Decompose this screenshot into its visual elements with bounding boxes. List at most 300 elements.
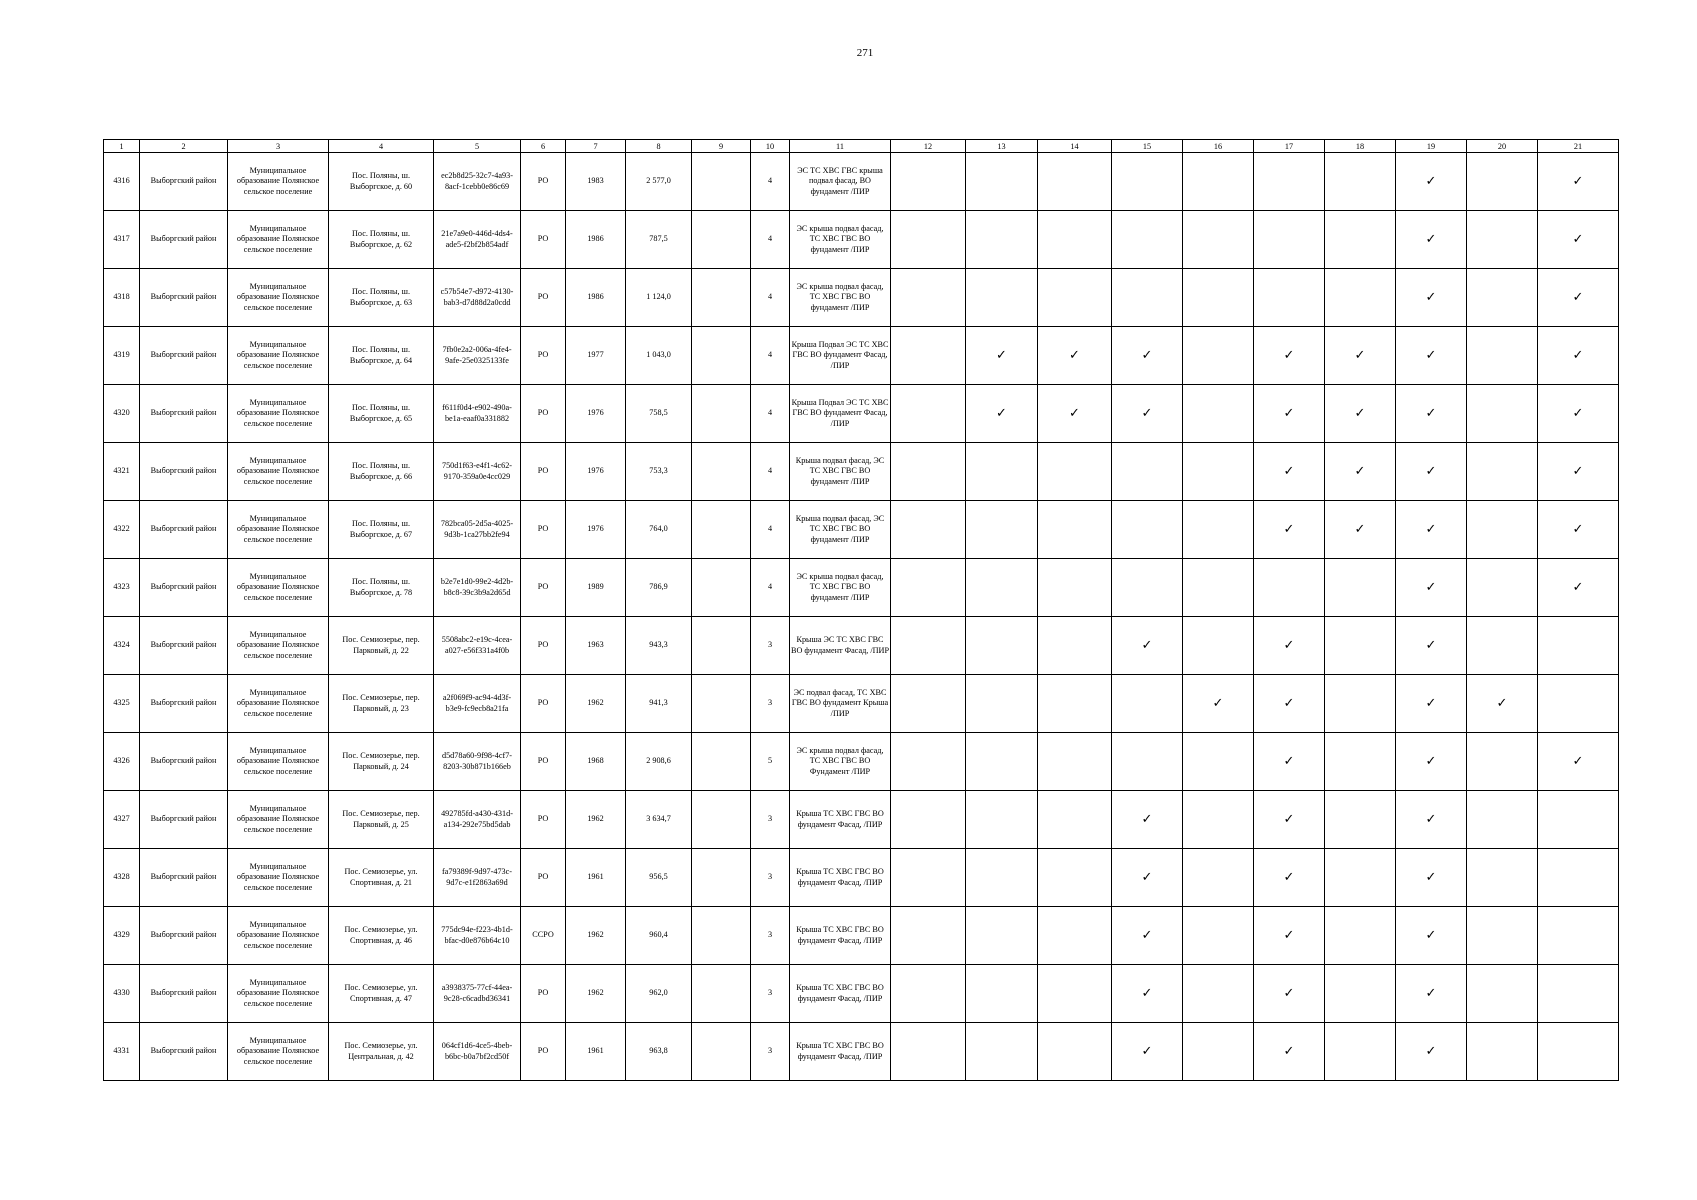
column-15-cell [1112, 269, 1183, 327]
column-20-cell [1467, 559, 1538, 617]
column-15-cell [1112, 1023, 1183, 1081]
fund-type-cell: ССРО [521, 907, 566, 965]
check-mark-icon: ✓ [1141, 811, 1153, 827]
column-13-cell [966, 849, 1038, 907]
column-21-cell [1538, 1023, 1619, 1081]
column-18-cell [1325, 617, 1396, 675]
area-cell: 787,5 [626, 211, 692, 269]
check-mark-icon: ✓ [996, 347, 1007, 363]
check-mark-icon: ✓ [1141, 927, 1153, 943]
floors-cell: 4 [751, 501, 790, 559]
row-number-cell: 4319 [104, 327, 140, 385]
column-16-cell [1183, 501, 1254, 559]
address-cell: Пос. Семиозерье, пер. Парковый, д. 25 [329, 791, 434, 849]
column-13-cell [966, 269, 1038, 327]
column-12-cell [891, 849, 966, 907]
table-row [104, 1023, 1619, 1081]
district-cell: Выборгский район [140, 617, 228, 675]
column-15-cell [1112, 617, 1183, 675]
building-code-cell: f611f0d4-e902-490a-be1a-eaaf0a331882 [434, 385, 521, 443]
column-19-cell [1396, 501, 1467, 559]
column-14-cell [1038, 211, 1112, 269]
building-code-cell: 775dc94e-f223-4b1d-bfac-d0e876b64c10 [434, 907, 521, 965]
fund-type-cell: РО [521, 211, 566, 269]
fund-type-cell: РО [521, 327, 566, 385]
column-18-cell [1325, 907, 1396, 965]
column-15-cell [1112, 733, 1183, 791]
address-cell: Пос. Поляны, ш. Выборгское, д. 65 [329, 385, 434, 443]
municipality-cell: Муниципальное образование Полянское сельское поселение [228, 443, 329, 501]
fund-type-cell: РО [521, 791, 566, 849]
check-mark-icon: ✓ [1283, 985, 1295, 1001]
building-code-cell: ec2b8d25-32c7-4a93-8acf-1cebb0e86c69 [434, 153, 521, 211]
building-code-cell: fa79389f-9d97-473c-9d7c-e1f2863a69d [434, 849, 521, 907]
column-17-cell [1254, 617, 1325, 675]
column-12-cell [891, 327, 966, 385]
works-list-cell: Крыша ТС ХВС ГВС ВО фундамент Фасад, /ПИР [790, 849, 891, 907]
column-21-cell [1538, 211, 1619, 269]
column-20-cell [1467, 327, 1538, 385]
fund-type-cell: РО [521, 385, 566, 443]
column-21-cell [1538, 559, 1619, 617]
check-mark-icon: ✓ [1572, 405, 1584, 421]
address-cell: Пос. Семиозерье, пер. Парковый, д. 22 [329, 617, 434, 675]
column-19-cell [1396, 559, 1467, 617]
column-19-cell [1396, 211, 1467, 269]
check-mark-icon: ✓ [996, 405, 1007, 421]
build-year-cell: 1962 [566, 965, 626, 1023]
column-18-cell [1325, 153, 1396, 211]
building-code-cell: c57b54e7-d972-4130-bab3-d7d88d2a0cdd [434, 269, 521, 327]
floors-cell: 4 [751, 269, 790, 327]
build-year-cell: 1968 [566, 733, 626, 791]
column-18-cell [1325, 443, 1396, 501]
column-21-cell [1538, 791, 1619, 849]
column-header-14: 14 [1038, 140, 1112, 153]
column-17-cell [1254, 849, 1325, 907]
column-9-cell [692, 1023, 751, 1081]
fund-type-cell: РО [521, 443, 566, 501]
fund-type-cell: РО [521, 501, 566, 559]
column-14-cell [1038, 733, 1112, 791]
address-cell: Пос. Семиозерье, ул. Центральная, д. 42 [329, 1023, 434, 1081]
works-list-cell: ЭС крыша подвал фасад, ТС ХВС ГВС ВО фундамент /ПИР [790, 269, 891, 327]
works-list-cell: Крыша подвал фасад, ЭС ТС ХВС ГВС ВО фундамент /ПИР [790, 443, 891, 501]
district-cell: Выборгский район [140, 327, 228, 385]
column-18-cell [1325, 1023, 1396, 1081]
table-row [104, 849, 1619, 907]
row-number-cell: 4323 [104, 559, 140, 617]
row-number-cell: 4326 [104, 733, 140, 791]
column-15-cell [1112, 559, 1183, 617]
column-20-cell [1467, 501, 1538, 559]
area-cell: 960,4 [626, 907, 692, 965]
column-12-cell [891, 269, 966, 327]
column-21-cell [1538, 153, 1619, 211]
page-number: 271 [856, 47, 874, 59]
column-20-cell [1467, 153, 1538, 211]
municipality-cell: Муниципальное образование Полянское сельское поселение [228, 211, 329, 269]
row-number-cell: 4327 [104, 791, 140, 849]
check-mark-icon: ✓ [1572, 231, 1584, 247]
floors-cell: 3 [751, 791, 790, 849]
works-list-cell: ЭС подвал фасад, ТС ХВС ГВС ВО фундамент Крыша /ПИР [790, 675, 891, 733]
column-9-cell [692, 965, 751, 1023]
column-17-cell [1254, 559, 1325, 617]
district-cell: Выборгский район [140, 849, 228, 907]
check-mark-icon: ✓ [1354, 405, 1366, 421]
district-cell: Выборгский район [140, 675, 228, 733]
column-12-cell [891, 153, 966, 211]
build-year-cell: 1989 [566, 559, 626, 617]
address-cell: Пос. Семиозерье, пер. Парковый, д. 23 [329, 675, 434, 733]
column-17-cell [1254, 1023, 1325, 1081]
table-body [104, 153, 1619, 1081]
column-14-cell [1038, 849, 1112, 907]
column-21-cell [1538, 385, 1619, 443]
column-header-18: 18 [1325, 140, 1396, 153]
column-17-cell [1254, 965, 1325, 1023]
check-mark-icon: ✓ [1572, 347, 1584, 363]
check-mark-icon: ✓ [1141, 985, 1153, 1001]
build-year-cell: 1983 [566, 153, 626, 211]
check-mark-icon: ✓ [1212, 695, 1224, 711]
column-9-cell [692, 559, 751, 617]
column-header-12: 12 [891, 140, 966, 153]
column-13-cell [966, 675, 1038, 733]
build-year-cell: 1977 [566, 327, 626, 385]
column-14-cell [1038, 443, 1112, 501]
district-cell: Выборгский район [140, 965, 228, 1023]
column-9-cell [692, 269, 751, 327]
table-row [104, 385, 1619, 443]
column-12-cell [891, 675, 966, 733]
column-15-cell [1112, 907, 1183, 965]
column-header-20: 20 [1467, 140, 1538, 153]
check-mark-icon: ✓ [1496, 695, 1508, 711]
check-mark-icon: ✓ [1572, 289, 1584, 305]
area-cell: 786,9 [626, 559, 692, 617]
column-header-7: 7 [566, 140, 626, 153]
column-15-cell [1112, 791, 1183, 849]
column-16-cell [1183, 443, 1254, 501]
column-12-cell [891, 211, 966, 269]
check-mark-icon: ✓ [1572, 753, 1584, 769]
address-cell: Пос. Поляны, ш. Выборгское, д. 62 [329, 211, 434, 269]
floors-cell: 4 [751, 211, 790, 269]
column-13-cell [966, 1023, 1038, 1081]
check-mark-icon: ✓ [1572, 579, 1584, 595]
works-list-cell: ЭС крыша подвал фасад, ТС ХВС ГВС ВО фундамент /ПИР [790, 559, 891, 617]
fund-type-cell: РО [521, 559, 566, 617]
municipality-cell: Муниципальное образование Полянское сельское поселение [228, 675, 329, 733]
column-16-cell [1183, 1023, 1254, 1081]
column-19-cell [1396, 733, 1467, 791]
building-code-cell: 7fb0e2a2-006a-4fe4-9afe-25e0325133fe [434, 327, 521, 385]
check-mark-icon: ✓ [1283, 695, 1295, 711]
address-cell: Пос. Семиозерье, пер. Парковый, д. 24 [329, 733, 434, 791]
column-21-cell [1538, 675, 1619, 733]
column-header-10: 10 [751, 140, 790, 153]
building-code-cell: a3938375-77cf-44ea-9c28-c6cadbd36341 [434, 965, 521, 1023]
column-15-cell [1112, 849, 1183, 907]
row-number-cell: 4318 [104, 269, 140, 327]
column-16-cell [1183, 907, 1254, 965]
build-year-cell: 1986 [566, 269, 626, 327]
row-number-cell: 4325 [104, 675, 140, 733]
area-cell: 962,0 [626, 965, 692, 1023]
row-number-cell: 4329 [104, 907, 140, 965]
column-18-cell [1325, 965, 1396, 1023]
column-9-cell [692, 501, 751, 559]
floors-cell: 4 [751, 559, 790, 617]
table-row [104, 965, 1619, 1023]
area-cell: 941,3 [626, 675, 692, 733]
build-year-cell: 1961 [566, 1023, 626, 1081]
column-16-cell [1183, 965, 1254, 1023]
address-cell: Пос. Семиозерье, ул. Спортивная, д. 47 [329, 965, 434, 1023]
column-17-cell [1254, 501, 1325, 559]
column-9-cell [692, 849, 751, 907]
column-9-cell [692, 733, 751, 791]
fund-type-cell: РО [521, 1023, 566, 1081]
column-9-cell [692, 385, 751, 443]
column-header-16: 16 [1183, 140, 1254, 153]
column-14-cell [1038, 385, 1112, 443]
table-row [104, 617, 1619, 675]
column-20-cell [1467, 211, 1538, 269]
column-header-2: 2 [140, 140, 228, 153]
column-19-cell [1396, 965, 1467, 1023]
floors-cell: 3 [751, 617, 790, 675]
column-21-cell [1538, 327, 1619, 385]
area-cell: 956,5 [626, 849, 692, 907]
check-mark-icon: ✓ [1425, 289, 1437, 305]
area-cell: 2 577,0 [626, 153, 692, 211]
build-year-cell: 1976 [566, 385, 626, 443]
column-20-cell [1467, 385, 1538, 443]
column-14-cell [1038, 965, 1112, 1023]
column-13-cell [966, 211, 1038, 269]
column-9-cell [692, 443, 751, 501]
fund-type-cell: РО [521, 849, 566, 907]
column-15-cell [1112, 153, 1183, 211]
works-list-cell: Крыша ТС ХВС ГВС ВО фундамент Фасад, /ПИР [790, 791, 891, 849]
column-12-cell [891, 1023, 966, 1081]
column-19-cell [1396, 849, 1467, 907]
column-header-3: 3 [228, 140, 329, 153]
municipality-cell: Муниципальное образование Полянское сельское поселение [228, 269, 329, 327]
column-12-cell [891, 501, 966, 559]
column-19-cell [1396, 269, 1467, 327]
check-mark-icon: ✓ [1425, 1043, 1437, 1059]
floors-cell: 4 [751, 153, 790, 211]
column-14-cell [1038, 1023, 1112, 1081]
check-mark-icon: ✓ [1354, 347, 1366, 363]
municipality-cell: Муниципальное образование Полянское сельское поселение [228, 733, 329, 791]
column-13-cell [966, 559, 1038, 617]
column-14-cell [1038, 153, 1112, 211]
area-cell: 1 043,0 [626, 327, 692, 385]
floors-cell: 4 [751, 443, 790, 501]
address-cell: Пос. Семиозерье, ул. Спортивная, д. 21 [329, 849, 434, 907]
column-17-cell [1254, 327, 1325, 385]
column-header-5: 5 [434, 140, 521, 153]
works-list-cell: Крыша ЭС ТС ХВС ГВС ВО фундамент Фасад, /ПИР [790, 617, 891, 675]
column-13-cell [966, 965, 1038, 1023]
column-header-15: 15 [1112, 140, 1183, 153]
area-cell: 758,5 [626, 385, 692, 443]
check-mark-icon: ✓ [1425, 579, 1437, 595]
building-code-cell: b2e7e1d0-99e2-4d2b-b8c8-39c3b9a2d65d [434, 559, 521, 617]
check-mark-icon: ✓ [1572, 463, 1584, 479]
check-mark-icon: ✓ [1425, 811, 1437, 827]
column-14-cell [1038, 327, 1112, 385]
column-17-cell [1254, 791, 1325, 849]
column-21-cell [1538, 849, 1619, 907]
floors-cell: 4 [751, 327, 790, 385]
fund-type-cell: РО [521, 675, 566, 733]
column-18-cell [1325, 791, 1396, 849]
column-17-cell [1254, 385, 1325, 443]
column-header-21: 21 [1538, 140, 1619, 153]
column-header-6: 6 [521, 140, 566, 153]
table-row [104, 791, 1619, 849]
check-mark-icon: ✓ [1354, 463, 1366, 479]
column-12-cell [891, 559, 966, 617]
column-16-cell [1183, 617, 1254, 675]
municipality-cell: Муниципальное образование Полянское сельское поселение [228, 501, 329, 559]
address-cell: Пос. Поляны, ш. Выборгское, д. 64 [329, 327, 434, 385]
building-code-cell: 5508abc2-e19c-4cea-a027-e56f331a4f0b [434, 617, 521, 675]
check-mark-icon: ✓ [1425, 927, 1437, 943]
check-mark-icon: ✓ [1425, 869, 1437, 885]
column-header-9: 9 [692, 140, 751, 153]
area-cell: 963,8 [626, 1023, 692, 1081]
check-mark-icon: ✓ [1572, 521, 1584, 537]
fund-type-cell: РО [521, 965, 566, 1023]
district-cell: Выборгский район [140, 733, 228, 791]
check-mark-icon: ✓ [1283, 1043, 1295, 1059]
works-list-cell: Крыша подвал фасад, ЭС ТС ХВС ГВС ВО фундамент /ПИР [790, 501, 891, 559]
column-19-cell [1396, 1023, 1467, 1081]
column-18-cell [1325, 501, 1396, 559]
column-13-cell [966, 443, 1038, 501]
row-number-cell: 4328 [104, 849, 140, 907]
column-15-cell [1112, 211, 1183, 269]
column-14-cell [1038, 269, 1112, 327]
district-cell: Выборгский район [140, 153, 228, 211]
column-15-cell [1112, 675, 1183, 733]
check-mark-icon: ✓ [1141, 869, 1153, 885]
column-12-cell [891, 385, 966, 443]
row-number-cell: 4316 [104, 153, 140, 211]
column-16-cell [1183, 733, 1254, 791]
column-19-cell [1396, 617, 1467, 675]
check-mark-icon: ✓ [1141, 637, 1153, 653]
table-row [104, 675, 1619, 733]
table-row [104, 501, 1619, 559]
column-15-cell [1112, 965, 1183, 1023]
check-mark-icon: ✓ [1425, 231, 1437, 247]
column-20-cell [1467, 269, 1538, 327]
build-year-cell: 1961 [566, 849, 626, 907]
column-18-cell [1325, 327, 1396, 385]
column-21-cell [1538, 443, 1619, 501]
column-16-cell [1183, 385, 1254, 443]
check-mark-icon: ✓ [1283, 753, 1295, 769]
column-16-cell [1183, 791, 1254, 849]
address-cell: Пос. Поляны, ш. Выборгское, д. 67 [329, 501, 434, 559]
column-13-cell [966, 501, 1038, 559]
build-year-cell: 1976 [566, 443, 626, 501]
column-9-cell [692, 327, 751, 385]
column-17-cell [1254, 443, 1325, 501]
table-row [104, 443, 1619, 501]
municipality-cell: Муниципальное образование Полянское сельское поселение [228, 385, 329, 443]
floors-cell: 4 [751, 385, 790, 443]
district-cell: Выборгский район [140, 907, 228, 965]
column-18-cell [1325, 849, 1396, 907]
column-17-cell [1254, 675, 1325, 733]
column-20-cell [1467, 675, 1538, 733]
column-16-cell [1183, 849, 1254, 907]
column-17-cell [1254, 153, 1325, 211]
check-mark-icon: ✓ [1425, 637, 1437, 653]
column-20-cell [1467, 733, 1538, 791]
column-14-cell [1038, 907, 1112, 965]
district-cell: Выборгский район [140, 791, 228, 849]
row-number-cell: 4321 [104, 443, 140, 501]
build-year-cell: 1986 [566, 211, 626, 269]
check-mark-icon: ✓ [1354, 521, 1366, 537]
district-cell: Выборгский район [140, 211, 228, 269]
column-header-13: 13 [966, 140, 1038, 153]
check-mark-icon: ✓ [1572, 173, 1584, 189]
check-mark-icon: ✓ [1425, 405, 1437, 421]
column-12-cell [891, 965, 966, 1023]
column-header-19: 19 [1396, 140, 1467, 153]
floors-cell: 3 [751, 849, 790, 907]
column-13-cell [966, 791, 1038, 849]
build-year-cell: 1962 [566, 907, 626, 965]
column-9-cell [692, 791, 751, 849]
column-12-cell [891, 791, 966, 849]
check-mark-icon: ✓ [1425, 753, 1437, 769]
district-cell: Выборгский район [140, 385, 228, 443]
area-cell: 2 908,6 [626, 733, 692, 791]
table-row [104, 907, 1619, 965]
column-16-cell [1183, 153, 1254, 211]
check-mark-icon: ✓ [1069, 405, 1080, 421]
column-21-cell [1538, 617, 1619, 675]
works-list-cell: ЭС крыша подвал фасад, ТС ХВС ГВС ВО фундамент /ПИР [790, 211, 891, 269]
column-21-cell [1538, 965, 1619, 1023]
floors-cell: 3 [751, 1023, 790, 1081]
district-cell: Выборгский район [140, 501, 228, 559]
column-21-cell [1538, 733, 1619, 791]
table-row [104, 211, 1619, 269]
works-list-cell: ЭС ТС ХВС ГВС крыша подвал фасад, ВО фундамент /ПИР [790, 153, 891, 211]
works-list-cell: Крыша Подвал ЭС ТС ХВС ГВС ВО фундамент Фасад, /ПИР [790, 385, 891, 443]
column-header-4: 4 [329, 140, 434, 153]
municipality-cell: Муниципальное образование Полянское сельское поселение [228, 1023, 329, 1081]
column-14-cell [1038, 501, 1112, 559]
municipality-cell: Муниципальное образование Полянское сельское поселение [228, 327, 329, 385]
municipality-cell: Муниципальное образование Полянское сельское поселение [228, 559, 329, 617]
area-cell: 753,3 [626, 443, 692, 501]
column-19-cell [1396, 907, 1467, 965]
